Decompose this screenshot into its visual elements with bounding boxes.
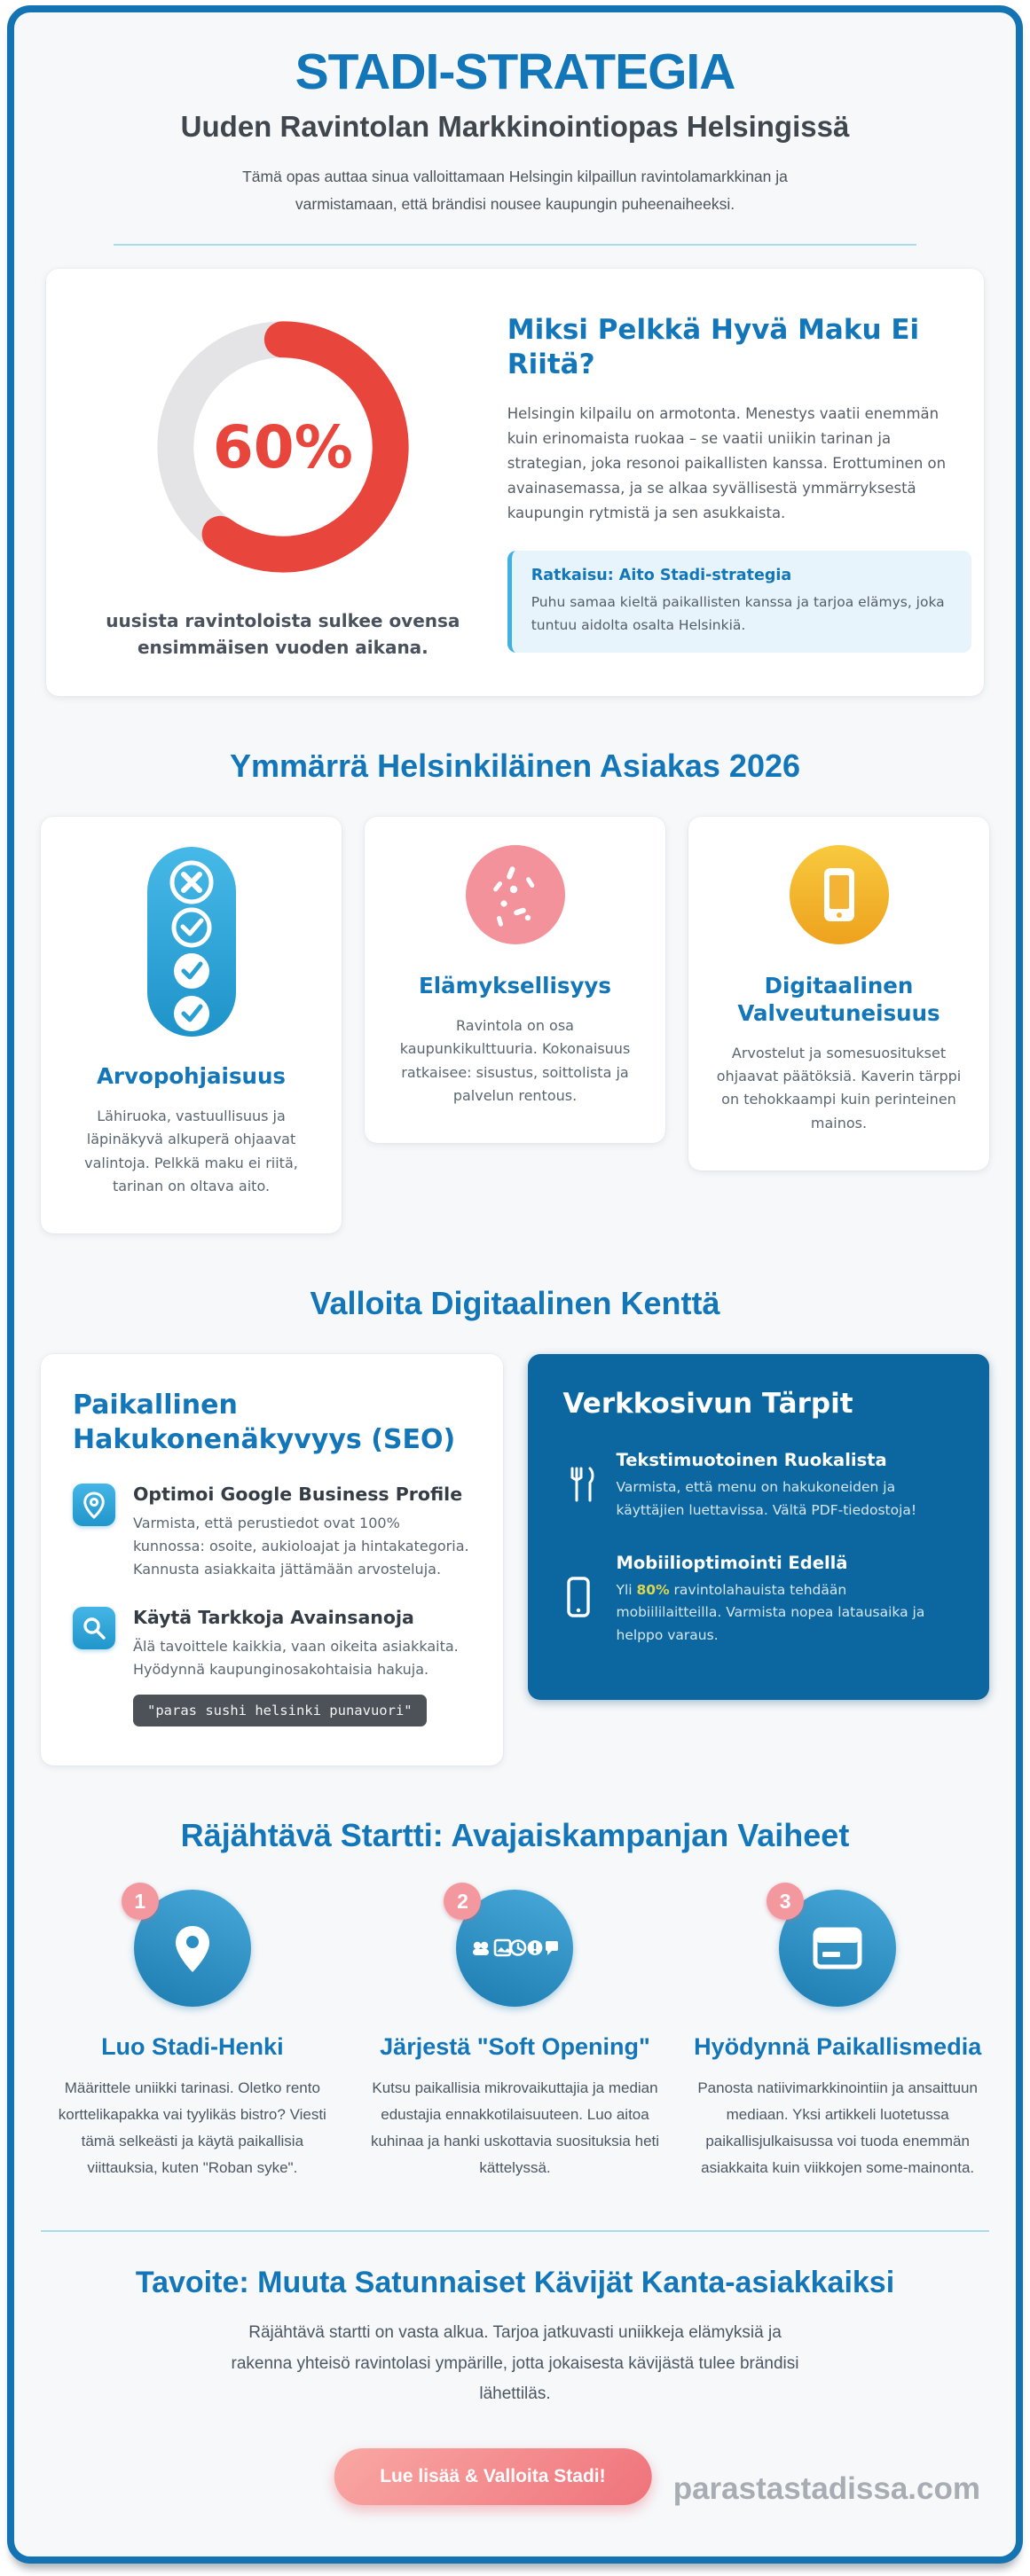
footer-cta-row	[67, 2448, 980, 2525]
highlight-80-percent: 80%	[636, 1581, 670, 1598]
step-body: Määrittele uniikki tarinasi. Oletko rento korttelikapakka vai tyylikäs bistro? Viesti tämä selkeästi ja käytä paikallisia viittauksia, kuten "Roban syke".	[58, 2079, 326, 2176]
seo-item-title: Optimoi Google Business Profile	[133, 1484, 463, 1506]
website-tips-heading: Verkkosivun Tärpit	[562, 1388, 853, 1421]
seo-item-title: Käytä Tarkkoja Avainsanoja	[133, 1607, 414, 1629]
hero-heading: Miksi Pelkkä Hyvä Maku Ei Riitä?	[507, 314, 920, 380]
step-title: Järjestä "Soft Opening"	[380, 2033, 650, 2061]
seo-item-business-profile	[73, 1484, 471, 1580]
section-title-digital: Valloita Digitaalinen Kenttä	[310, 1285, 720, 1322]
audience-card-digital	[688, 817, 989, 1171]
website-tip-mobile	[563, 1553, 955, 1648]
section-title-launch: Räjähtävä Startti: Avajaiskampanjan Vaiheet	[180, 1817, 850, 1854]
smartphone-icon	[710, 843, 968, 950]
donut-chart	[145, 309, 421, 584]
step-number-badge: 3	[767, 1883, 804, 1920]
hero-stat-block	[85, 309, 481, 661]
website-tip-body: Yli 80% ravintolahauista tehdään mobiililaitteilla. Varmista nopea latausaika ja helppo varaus.	[616, 1581, 925, 1643]
experience-sparkle-icon	[386, 843, 644, 950]
launch-step-3	[689, 1890, 986, 2181]
hero-text-block	[507, 309, 971, 661]
step-title: Hyödynnä Paikallismedia	[694, 2033, 982, 2061]
website-tip-title: Mobiilioptimointi Edellä	[616, 1552, 848, 1573]
page-intro: Tämä opas auttaa sinua valloittamaan Helsingin kilpaillun ravintolamarkkinan ja varmistamaan, että brändisi nousee kaupungin puheenaiheeksi.	[242, 168, 788, 213]
audience-card-values	[41, 817, 342, 1233]
cutlery-icon	[563, 1463, 602, 1509]
hero-card	[46, 269, 984, 696]
infographic-page	[7, 5, 1023, 2564]
seo-card	[41, 1354, 503, 1766]
step-number-badge: 2	[444, 1883, 481, 1920]
digital-columns	[41, 1354, 989, 1766]
section-title-audience: Ymmärrä Helsinkiläinen Asiakas 2026	[229, 748, 801, 785]
footer-heading: Tavoite: Muuta Satunnaiset Kävijät Kanta-asiakkaiksi	[135, 2266, 895, 2300]
hero-body: Helsingin kilpailu on armotonta. Menestys vaatii enemmän kuin erinomaista ruokaa – se vaatii uniikin tarinan ja strategian, joka resonoi paikallisten kanssa. Erottuminen on avainasemassa, ja se alkaa syvällisestä ymmärryksestä kaupungin rytmistä ja sen asukkaista.	[507, 404, 947, 521]
launch-step-1	[44, 1890, 341, 2181]
page-title: STADI-STRATEGIA	[295, 43, 735, 100]
audience-card-experience	[365, 817, 665, 1143]
solution-callout	[507, 551, 971, 653]
page-header	[14, 43, 1016, 246]
callout-title: Ratkaisu: Aito Stadi-strategia	[531, 566, 792, 584]
website-tip-menu	[563, 1450, 955, 1522]
page-subtitle: Uuden Ravintolan Markkinointiopas Helsingissä	[180, 110, 850, 143]
map-pin-icon	[73, 1484, 115, 1526]
audience-card-body: Ravintola on osa kaupunkikulttuuria. Kokonaisuus ratkaisee: sisustus, soittolista ja palvelun rentous.	[399, 1016, 631, 1105]
launch-steps	[44, 1890, 986, 2181]
audience-card-body: Lähiruoka, vastuullisuus ja läpinäkyvä alkuperä ohjaavat valintoja. Pelkkä maku ei riitä, tarinan on oltava aito.	[84, 1107, 298, 1195]
header-divider	[114, 244, 916, 246]
audience-card-title: Digitaalinen Valveutuneisuus	[737, 973, 940, 1026]
step-body: Panosta natiivimarkkinointiin ja ansaittuun mediaan. Yksi artikkeli luotetussa paikallisjulkaisussa voi tuoda enemmän asiakkaita kuin viikkojen some-mainonta.	[697, 2079, 978, 2176]
donut-caption: uusista ravintoloista sulkee ovensa ensimmäisen vuoden aikana.	[106, 610, 460, 659]
website-tips-card	[528, 1354, 990, 1700]
audience-card-body: Arvostelut ja somesuositukset ohjaavat päätöksiä. Kaverin tärppi on tehokkaampi kuin perinteinen mainos.	[716, 1044, 962, 1131]
audience-card-title: Elämyksellisyys	[419, 973, 611, 999]
step-body: Kutsu paikallisia mikrovaikuttajia ja median edustajia ennakkotilaisuuteen. Luo aitoa kuhinaa ja hanki uskottavia suosituksia heti kättelyssä.	[370, 2079, 660, 2176]
mobile-icon	[563, 1575, 602, 1625]
audience-card-title: Arvopohjaisuus	[96, 1063, 287, 1090]
website-tip-body: Varmista, että menu on hakukoneiden ja käyttäjien luettavissa. Vältä PDF-tiedostoja!	[616, 1479, 917, 1518]
seo-item-keywords	[73, 1607, 471, 1726]
watermark: parastastadissa.com	[672, 2470, 980, 2506]
audience-cards	[41, 817, 989, 1233]
step-title: Luo Stadi-Henki	[101, 2033, 284, 2061]
seo-heading: Paikallinen Hakukonenäkyvyys (SEO)	[73, 1390, 456, 1456]
keyword-example-chip: "paras sushi helsinki punavuori"	[133, 1695, 427, 1726]
website-tip-title: Tekstimuotoinen Ruokalista	[616, 1450, 887, 1471]
search-icon	[73, 1607, 115, 1649]
launch-step-2	[367, 1890, 664, 2181]
page-footer	[14, 2232, 1016, 2533]
seo-item-body: Varmista, että perustiedot ovat 100% kunnossa: osoite, aukioloajat ja hintakategoria. Kannusta asiakkaita jättämään arvosteluja.	[133, 1515, 469, 1578]
callout-body: Puhu samaa kieltä paikallisten kanssa ja tarjoa elämys, joka tuntuu aidolta osalta Helsinkiä.	[531, 593, 945, 633]
values-checklist-icon	[62, 843, 320, 1040]
cta-button[interactable]: Lue lisää & Valloita Stadi!	[334, 2448, 651, 2505]
donut-stat-value: 60%	[212, 412, 353, 482]
step-number-badge: 1	[122, 1883, 159, 1920]
seo-item-body: Älä tavoittele kaikkia, vaan oikeita asiakkaita. Hyödynnä kaupunginosakohtaisia hakuja.	[133, 1638, 459, 1678]
footer-body: Räjähtävä startti on vasta alkua. Tarjoa jatkuvasti uniikkeja elämyksiä ja rakenna yhteisö ravintolasi ympärille, jotta jokaisesta kävijästä tulee brändisi lähettiläs.	[231, 2323, 799, 2403]
